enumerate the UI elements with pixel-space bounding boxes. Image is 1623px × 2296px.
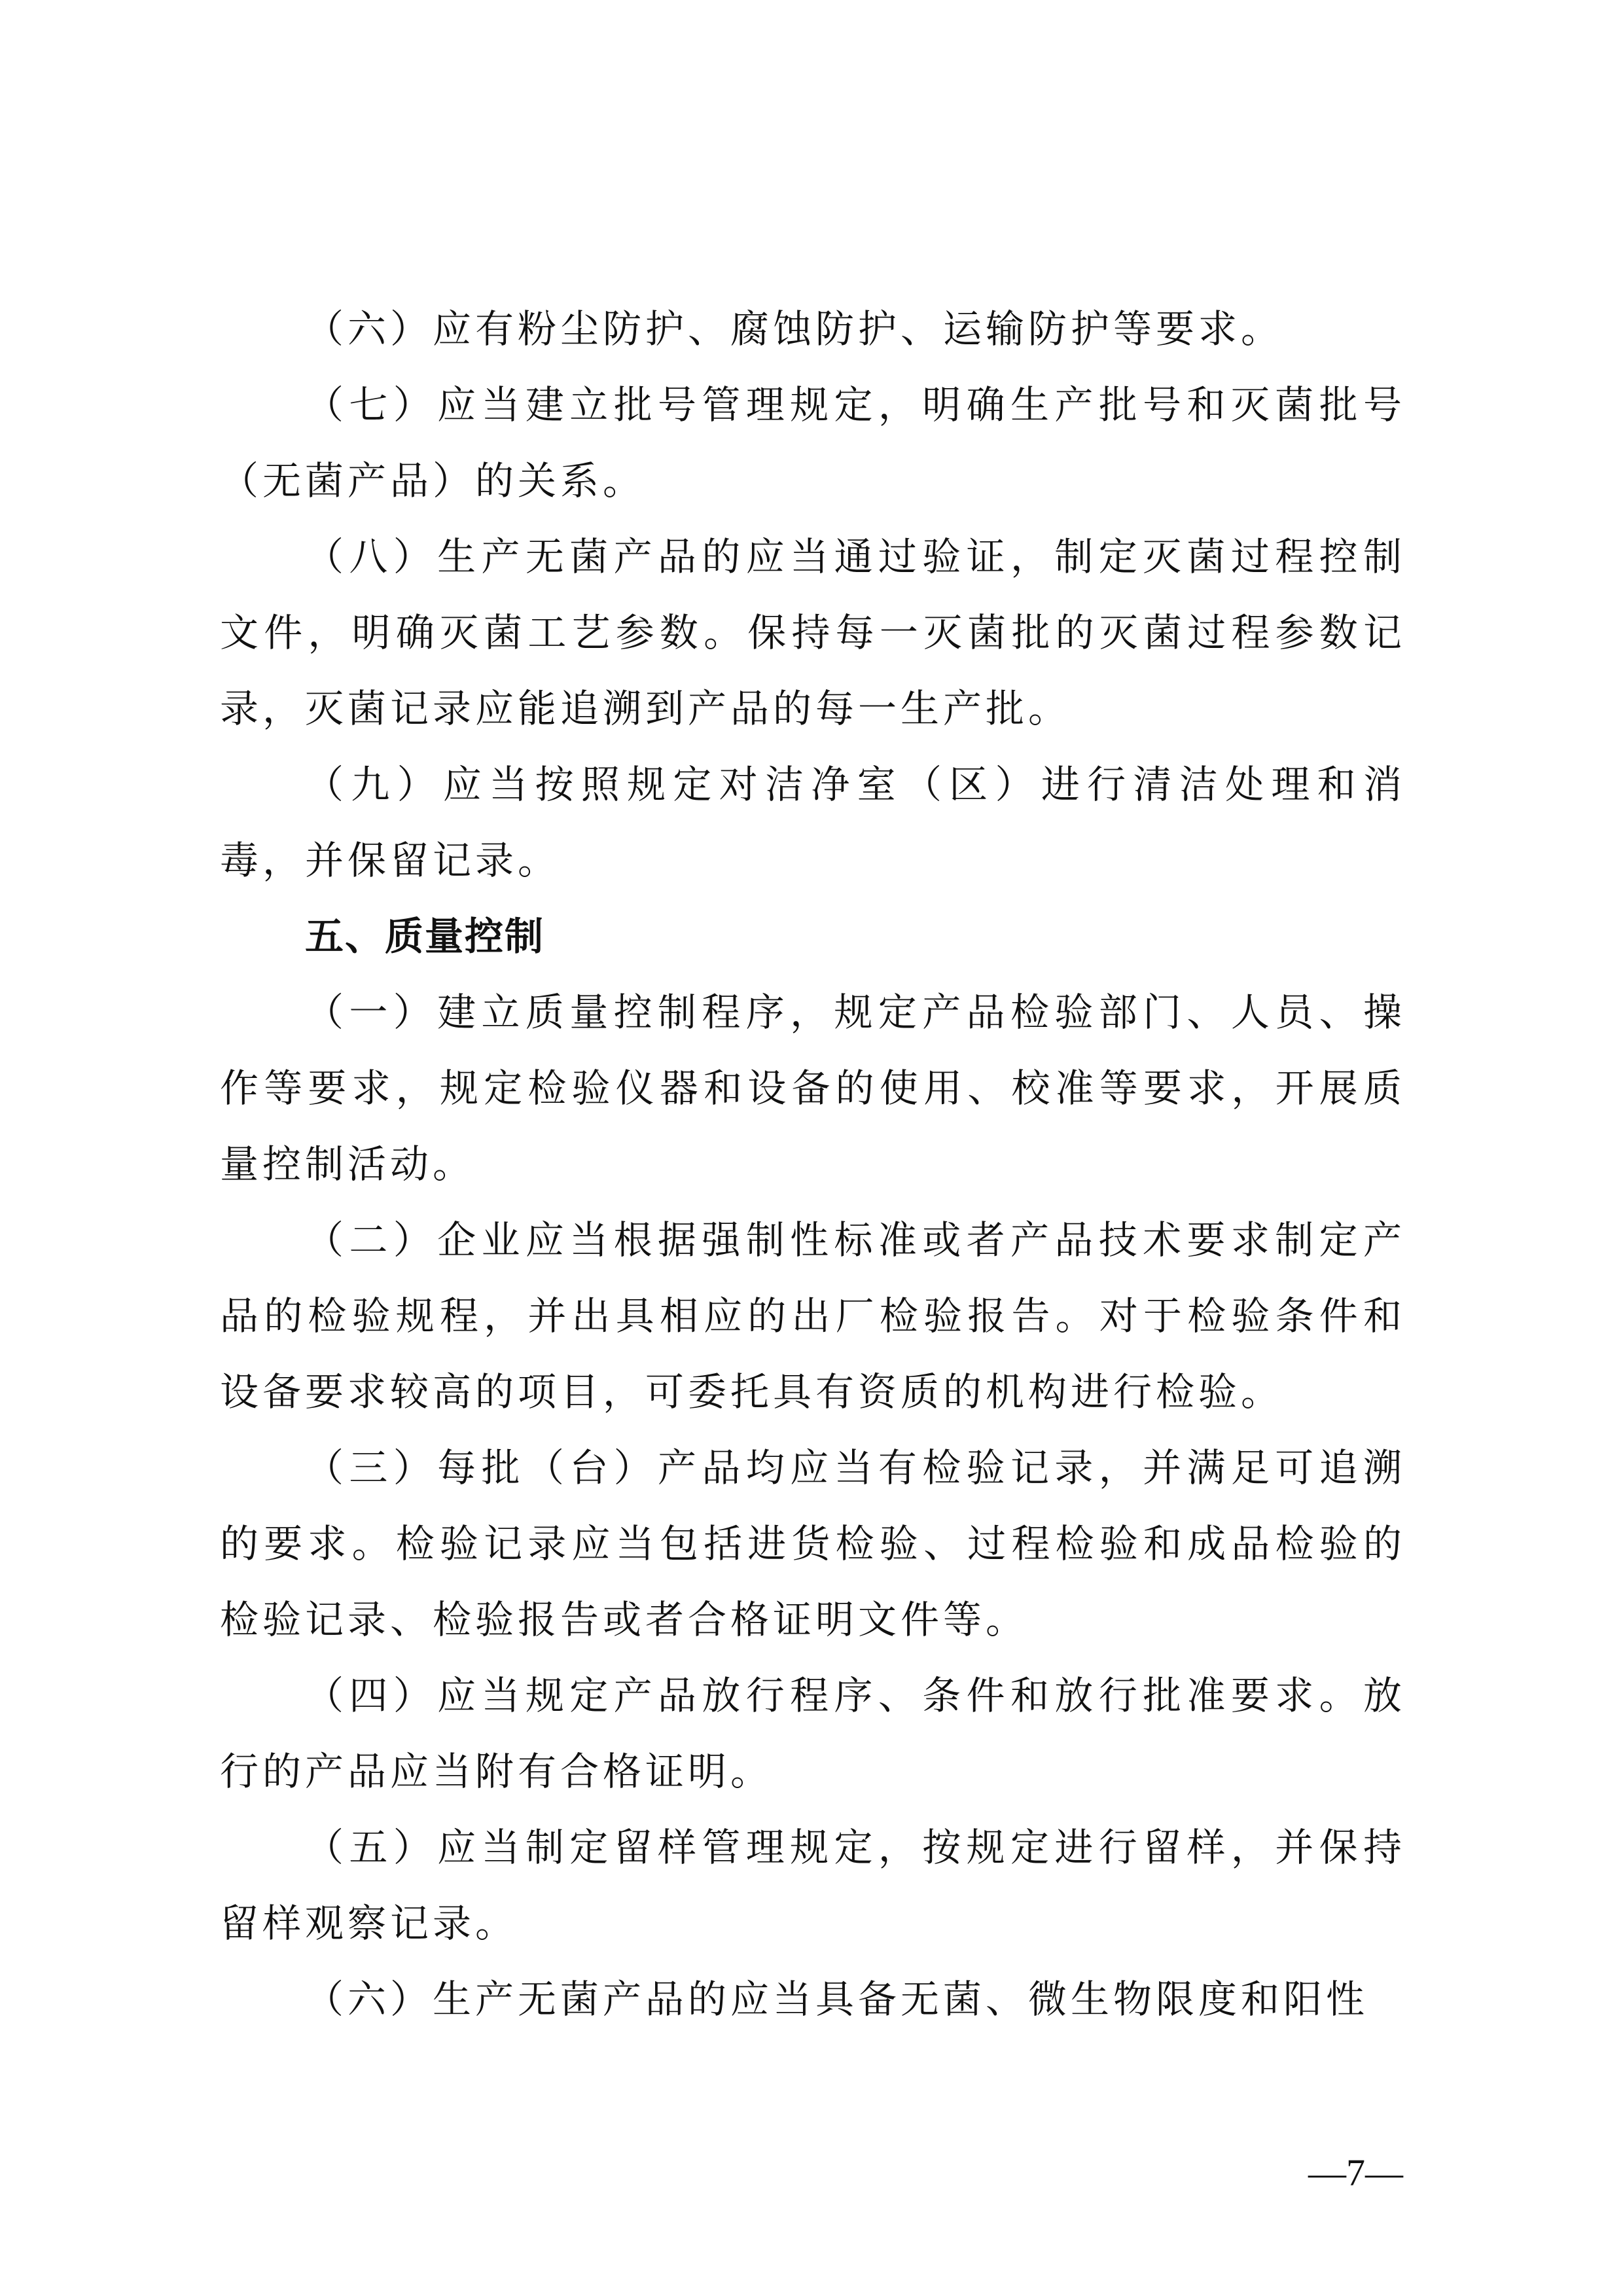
section-heading-quality-control: 五、质量控制: [305, 914, 545, 959]
paragraph-9-cleanroom-cleaning: （九）应当按照规定对洁净室（区）进行清洁处理和消毒，并保留记录。: [220, 762, 1406, 883]
paragraph-7-batch-management: （七）应当建立批号管理规定，明确生产批号和灭菌批号（无菌产品）的关系。: [220, 382, 1406, 503]
paragraph-6-dust-protection: （六）应有粉尘防护、腐蚀防护、运输防护等要求。: [305, 306, 1284, 351]
paragraph-qc-4-release: （四）应当规定产品放行程序、条件和放行批准要求。放行的产品应当附有合格证明。: [220, 1673, 1406, 1794]
paragraph-qc-5-retained-samples: （五）应当制定留样管理规定，按规定进行留样，并保持留样观察记录。: [220, 1825, 1406, 1946]
paragraph-qc-6-sterile-products: （六）生产无菌产品的应当具备无菌、微生物限度和阳性: [305, 1977, 1369, 2022]
paragraph-8-sterilization-validation: （八）生产无菌产品的应当通过验证，制定灭菌过程控制文件，明确灭菌工艺参数。保持每一灭菌批的灭菌过程参数记录，灭菌记录应能追溯到产品的每一生产批。: [220, 534, 1406, 731]
paragraph-qc-3-inspection-records: （三）每批（台）产品均应当有检验记录，并满足可追溯的要求。检验记录应当包括进货检验、过程检验和成品检验的检验记录、检验报告或者合格证明文件等。: [220, 1445, 1406, 1642]
paragraph-qc-2-inspection-rules: （二）企业应当根据强制性标准或者产品技术要求制定产品的检验规程，并出具相应的出厂检验报告。对于检验条件和设备要求较高的项目，可委托具有资质的机构进行检验。: [220, 1217, 1406, 1414]
paragraph-qc-1-procedure: （一）建立质量控制程序，规定产品检验部门、人员、操作等要求，规定检验仪器和设备的使用、校准等要求，开展质量控制活动。: [220, 990, 1406, 1187]
page-number: —7—: [1308, 2151, 1403, 2194]
document-body: [220, 291, 1406, 2037]
